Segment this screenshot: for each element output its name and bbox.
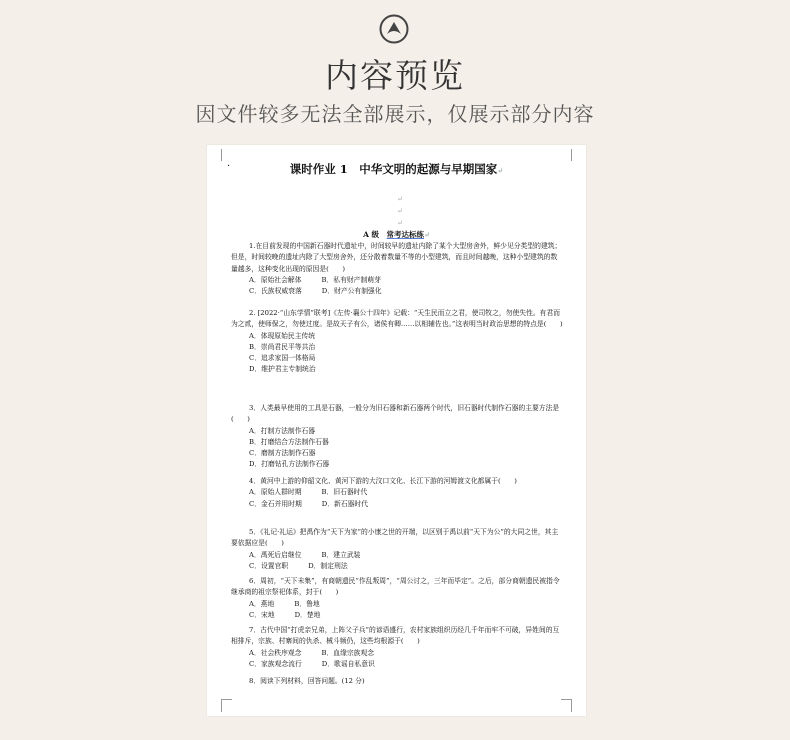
- chevron-up-circle-icon: [379, 14, 409, 44]
- question-3: 3．人类最早使用的工具是石器，一般分为旧石器和新石器两个时代，旧石器时代制作石器的主要方法是( ) A．打制方法制作石器 B．打磨结合方法制作石器 C．磨制方法制作石器 D．打磨钻孔方法制作石器: [231, 404, 560, 469]
- section-heading: A 级 常考达标练↵: [363, 230, 430, 239]
- paragraph-mark: ↵: [397, 207, 403, 215]
- question-6: 6．周初，“天下未集”，有商朝遗民“作乱叛周”，“周公讨之，三年而毕定”。之后，部分商朝遗民被指令继承商的祖宗祭祀体系，封于( ) A．燕地 B．鲁地 C．宋地 D．楚地: [231, 577, 560, 619]
- page-subtitle: 因文件较多无法全部展示，仅展示部分内容: [195, 102, 595, 126]
- crop-mark: [221, 699, 232, 712]
- crop-mark: [221, 149, 234, 161]
- preview-header: [0, 0, 790, 140]
- question-1: 1.在目前发现的中国新石器时代遗址中，时间较早的遗址内除了某个大型房舍外，鲜少见分类型的建筑；但是，时间较晚的遗址内除了大型房舍外，还分散着数量不等的小型建筑，而且时间越晚，这种小型建筑的数量越多，这种变化出现的原因是( ) A．原始社会解体 B．私有财产制萌芽 C．氏族权威衰落 D．财产公有制强化: [231, 242, 562, 296]
- question-5: 5．《礼记·礼运》把禹作为“天下为家”的小康之世的开端，以区别于禹以前“天下为公”的大同之世，其主要依据应是( ) A．禹死后启继位 B．建立武装 C．设置官职 D．制定刑法: [231, 528, 559, 570]
- question-8: 8．阅读下列材料，回答问题。(12 分): [249, 677, 365, 685]
- crop-mark: [561, 699, 572, 712]
- question-7: 7．古代中国“打虎亲兄弟，上阵父子兵”的谚语盛行，农村家族组织历经几千年而牢不可破，异姓间的互相排斥，宗族、村寨间的仇杀、械斗频仍，这些均根源于( ) A．社会秩序观念 B．血缘宗族观念 C．家族观念流行 D．歌谣自私意识: [231, 626, 560, 668]
- paragraph-mark: ↵: [397, 195, 403, 203]
- page-title: 内容预览: [325, 56, 465, 95]
- document-preview: [207, 145, 586, 716]
- paragraph-mark: ↵: [397, 219, 403, 227]
- crop-mark: [559, 149, 572, 161]
- question-2: 2. [2022·“山东学情”联考]《左传·襄公十四年》记载：“天生民而立之君，使司牧之，勿使失性。有君而为之贰，使师保之，勿使过度。是故天子有公，诸侯有卿……以相辅佐也。”这表明当时政治思想的特点是( ) A．体现原始民主传统 B．崇尚君民平等共治 C．追求家国一体格局 D．维护君主专制统治: [231, 309, 563, 374]
- bullet-icon: ·: [227, 161, 231, 172]
- document-title: 课时作业 1 中华文明的起源与早期国家↵: [289, 162, 504, 176]
- question-4: 4．黄河中上游的仰韶文化、黄河下游的大汶口文化、长江下游的河姆渡文化都属于( ) A．原始人群时期 B．旧石器时代 C．金石并用时期 D．新石器时代: [249, 477, 517, 508]
